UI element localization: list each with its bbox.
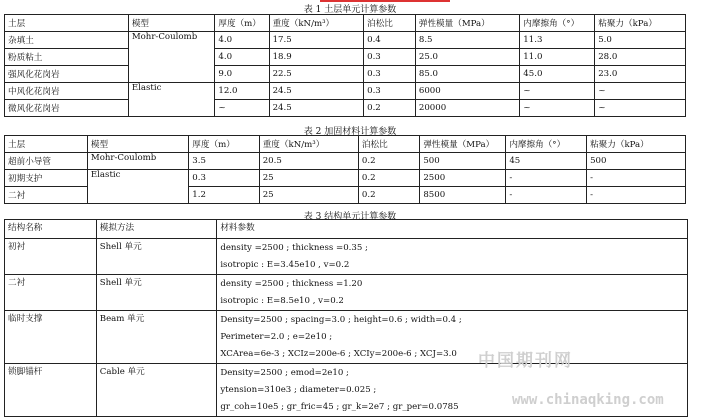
table-cell: 25 xyxy=(259,187,358,204)
structure-name: 二衬 xyxy=(5,275,97,311)
column-header: 重度（kN/m³） xyxy=(269,15,364,32)
table-cell: 0.2 xyxy=(358,153,419,170)
watermark-url: www.chinaqking.com xyxy=(512,392,664,408)
table-row xyxy=(5,239,688,275)
material-parameters xyxy=(217,239,688,275)
table-cell: 0.3 xyxy=(364,49,416,66)
parameter-line: density =2500 ; thickness =1.20 xyxy=(220,279,363,289)
column-header: 泊松比 xyxy=(358,136,419,153)
table-cell: 85.0 xyxy=(415,66,519,83)
model-cell: Mohr-Coulomb xyxy=(128,32,215,83)
table3-caption: 表 3 结构单元计算参数 xyxy=(303,212,397,222)
row-label: 粉质粘土 xyxy=(5,49,129,66)
column-header: 弹性模量（MPa） xyxy=(420,136,506,153)
row-label: 杂填土 xyxy=(5,32,129,49)
table-cell: 22.5 xyxy=(269,66,364,83)
column-header: 弹性模量（MPa） xyxy=(415,15,519,32)
table-cell: - xyxy=(506,187,587,204)
structure-name: 锁脚锚杆 xyxy=(5,364,97,417)
column-header: 土层 xyxy=(5,15,129,32)
model-cell: Elastic xyxy=(128,83,215,117)
table-cell: 24.5 xyxy=(269,100,364,117)
table-row xyxy=(5,66,686,83)
structure-parameter-table xyxy=(4,219,688,417)
table-cell: ~ xyxy=(595,83,686,100)
table-cell: 12.0 xyxy=(215,83,269,100)
table-cell: 2500 xyxy=(420,170,506,187)
model-cell: Mohr-Coulomb xyxy=(87,153,188,170)
table-cell: 17.5 xyxy=(269,32,364,49)
parameter-line: density =2500 ; thickness =0.35 ; xyxy=(220,243,368,253)
table-cell: 0.3 xyxy=(364,66,416,83)
table-cell: ~ xyxy=(215,100,269,117)
material-parameters xyxy=(217,275,688,311)
table-cell: 25.0 xyxy=(415,49,519,66)
parameter-line: Perimeter=2.0 ; e=2e10 ; xyxy=(220,332,333,342)
column-header: 模拟方法 xyxy=(96,220,217,239)
table-cell: 20000 xyxy=(415,100,519,117)
header-row xyxy=(5,136,686,153)
column-header: 材料参数 xyxy=(217,220,688,239)
row-label: 超前小导管 xyxy=(5,153,88,170)
table-row xyxy=(5,170,686,187)
table-cell: - xyxy=(587,187,686,204)
table-cell: 4.0 xyxy=(215,32,269,49)
structure-name: 初衬 xyxy=(5,239,97,275)
table-cell: 23.0 xyxy=(595,66,686,83)
table-cell: 0.2 xyxy=(358,187,419,204)
parameter-line: XCArea=6e-3 ; XCIz=200e-6 ; XCIy=200e-6 ; XCJ=3.0 xyxy=(220,349,457,359)
column-header: 土层 xyxy=(5,136,88,153)
table-cell: 0.3 xyxy=(364,83,416,100)
row-label: 二衬 xyxy=(5,187,88,204)
table-cell: 11.0 xyxy=(520,49,595,66)
simulation-method: Beam 单元 xyxy=(96,311,217,364)
table-cell: 5.0 xyxy=(595,32,686,49)
model-cell: Elastic xyxy=(87,170,188,204)
table-cell: 0.2 xyxy=(358,170,419,187)
parameter-line: gr_coh=10e5 ; gr_fric=45 ; gr_k=2e7 ; gr_per=0.0785 xyxy=(220,402,459,412)
simulation-method: Cable 单元 xyxy=(96,364,217,417)
column-header: 内摩擦角（°） xyxy=(520,15,595,32)
table2-caption: 表 2 加固材料计算参数 xyxy=(303,127,397,137)
column-header: 厚度（m） xyxy=(215,15,269,32)
table-cell: 20.5 xyxy=(259,153,358,170)
table-cell: - xyxy=(587,170,686,187)
table-cell: 0.3 xyxy=(189,170,259,187)
row-label: 微风化花岗岩 xyxy=(5,100,129,117)
column-header: 模型 xyxy=(87,136,188,153)
soil-parameter-table xyxy=(4,14,686,117)
parameter-line: isotropic : E=3.45e10 , v=0.2 xyxy=(220,260,350,270)
table-cell: 8500 xyxy=(420,187,506,204)
table-cell: ~ xyxy=(595,100,686,117)
table-cell: 45.0 xyxy=(520,66,595,83)
watermark-cn: 中国期刊网 xyxy=(478,351,573,371)
table-row xyxy=(5,32,686,49)
table-row xyxy=(5,100,686,117)
table-row xyxy=(5,83,686,100)
table-row xyxy=(5,153,686,170)
row-label: 初期支护 xyxy=(5,170,88,187)
table-cell: 45 xyxy=(506,153,587,170)
table-cell: 18.9 xyxy=(269,49,364,66)
table-cell: 6000 xyxy=(415,83,519,100)
table-cell: 1.2 xyxy=(189,187,259,204)
table-row xyxy=(5,311,688,364)
simulation-method: Shell 单元 xyxy=(96,239,217,275)
column-header: 泊松比 xyxy=(364,15,416,32)
parameter-line: Density=2500 ; emod=2e10 ; xyxy=(220,368,349,378)
table-row xyxy=(5,364,688,417)
parameter-line: ytension=310e3 ; diameter=0.025 ; xyxy=(220,385,377,395)
table-cell: 28.0 xyxy=(595,49,686,66)
column-header: 重度（kN/m³） xyxy=(259,136,358,153)
reinforcement-parameter-table xyxy=(4,135,686,204)
table-cell: 0.4 xyxy=(364,32,416,49)
material-parameters xyxy=(217,364,688,417)
column-header: 内摩擦角（°） xyxy=(506,136,587,153)
column-header: 结构名称 xyxy=(5,220,97,239)
structure-name: 临时支撑 xyxy=(5,311,97,364)
parameter-line: isotropic : E=8.5e10 , v=0.2 xyxy=(220,296,344,306)
column-header: 模型 xyxy=(128,15,215,32)
table-cell: 25 xyxy=(259,170,358,187)
table-cell: 500 xyxy=(587,153,686,170)
column-header: 厚度（m） xyxy=(189,136,259,153)
table-cell: 24.5 xyxy=(269,83,364,100)
row-label: 强风化花岗岩 xyxy=(5,66,129,83)
simulation-method: Shell 单元 xyxy=(96,275,217,311)
table-row xyxy=(5,275,688,311)
table1-caption: 表 1 土层单元计算参数 xyxy=(303,5,397,15)
table-cell: 4.0 xyxy=(215,49,269,66)
table-cell: 3.5 xyxy=(189,153,259,170)
table-cell: 8.5 xyxy=(415,32,519,49)
table-cell: - xyxy=(506,170,587,187)
table-cell: 500 xyxy=(420,153,506,170)
column-header: 粘聚力（kPa） xyxy=(587,136,686,153)
table-cell: 9.0 xyxy=(215,66,269,83)
header-row xyxy=(5,15,686,32)
table-cell: 0.2 xyxy=(364,100,416,117)
table-cell: ~ xyxy=(520,100,595,117)
table-cell: ~ xyxy=(520,83,595,100)
table-cell: 11.3 xyxy=(520,32,595,49)
material-parameters xyxy=(217,311,688,364)
header-row xyxy=(5,220,688,239)
parameter-line: Density=2500 ; spacing=3.0 ; height=0.6 ; width=0.4 ; xyxy=(220,315,462,325)
column-header: 粘聚力（kPa） xyxy=(595,15,686,32)
table-row xyxy=(5,49,686,66)
row-label: 中风化花岗岩 xyxy=(5,83,129,100)
